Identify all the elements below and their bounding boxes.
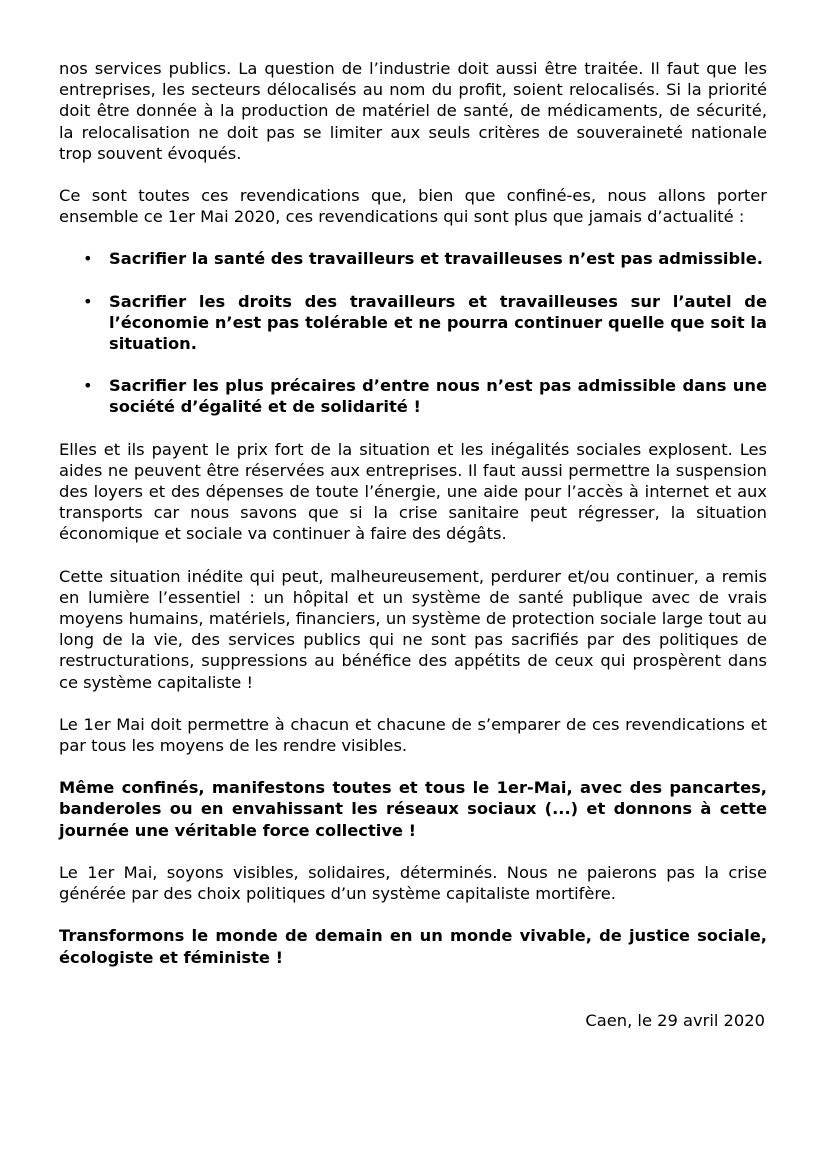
paragraph-situation: Cette situation inédite qui peut, malheureusement, perdurer et/ou continuer, a remis en lumière l’essentiel : un hôpital et un système de santé publique avec de vrais moyens humains, matériels, financiers, un système de protection sociale large tout au long de la vie, des services publics qui ne sont pas sacrifiés par des politiques de restructurations, suppressions au bénéfice des appétits de ceux qui prospèrent dans ce système capitaliste ! <box>59 566 767 692</box>
signoff-place-date: Caen, le 29 avril 2020 <box>585 1010 765 1030</box>
bullet-icon: • <box>83 249 93 269</box>
demand-text: Sacrifier les plus précaires d’entre nous n’est pas admissible dans une société d’égalité et de solidarité ! <box>109 376 767 417</box>
paragraph-industry-relocation: nos services publics. La question de l’industrie doit aussi être traitée. Il faut que les entreprises, les secteurs délocalisés au nom du profit, soient relocalisés. Si la priorité doit être donnée à la production de matériel de santé, de médicaments, de sécurité, la relocalisation ne doit pas se limiter aux seuls critères de souveraineté nationale trop souvent évoqués. <box>59 59 767 163</box>
paragraph-call-to-action: Même confinés, manifestons toutes et tous le 1er-Mai, avec des pancartes, banderoles ou en envahissant les réseaux sociaux (...) et donnons à cette journée une véritable force collective ! <box>59 778 767 840</box>
demand-item-health <box>59 248 767 269</box>
paragraph-closing-slogan: Transformons le monde de demain en un monde vivable, de justice sociale, écologiste et féministe ! <box>59 926 767 967</box>
demand-item-rights <box>59 291 767 355</box>
demands-list <box>59 248 767 417</box>
demand-text: Sacrifier les droits des travailleurs et travailleuses sur l’autel de l’économie n’est pas tolérable et ne pourra continuer quelle que soit la situation. <box>109 291 767 354</box>
paragraph-visibility: Le 1er Mai, soyons visibles, solidaires, déterminés. Nous ne paierons pas la crise générée par des choix politiques d’un système capitaliste mortifère. <box>59 862 767 904</box>
bullet-icon: • <box>83 376 93 396</box>
demand-item-precarious <box>59 375 767 417</box>
bullet-icon: • <box>83 291 93 311</box>
demand-text: Sacrifier la santé des travailleurs et travailleuses n’est pas admissible. <box>109 249 763 269</box>
paragraph-demands-intro: Ce sont toutes ces revendications que, bien que confiné-es, nous allons porter ensemble ce 1er Mai 2020, ces revendications qui sont plus que jamais d’actualité : <box>59 186 767 227</box>
paragraph-may-day: Le 1er Mai doit permettre à chacun et chacune de s’emparer de ces revendications et par tous les moyens de les rendre visibles. <box>59 714 767 756</box>
document-page <box>59 58 767 1031</box>
paragraph-inequalities: Elles et ils payent le prix fort de la situation et les inégalités sociales explosent. Les aides ne peuvent être réservées aux entreprises. Il faut aussi permettre la suspension des loyers et des dépenses de toute l’énergie, une aide pour l’accès à internet et aux transports car nous savons que si la crise sanitaire peut régresser, la situation économique et sociale va continuer à faire des dégâts. <box>59 439 767 544</box>
